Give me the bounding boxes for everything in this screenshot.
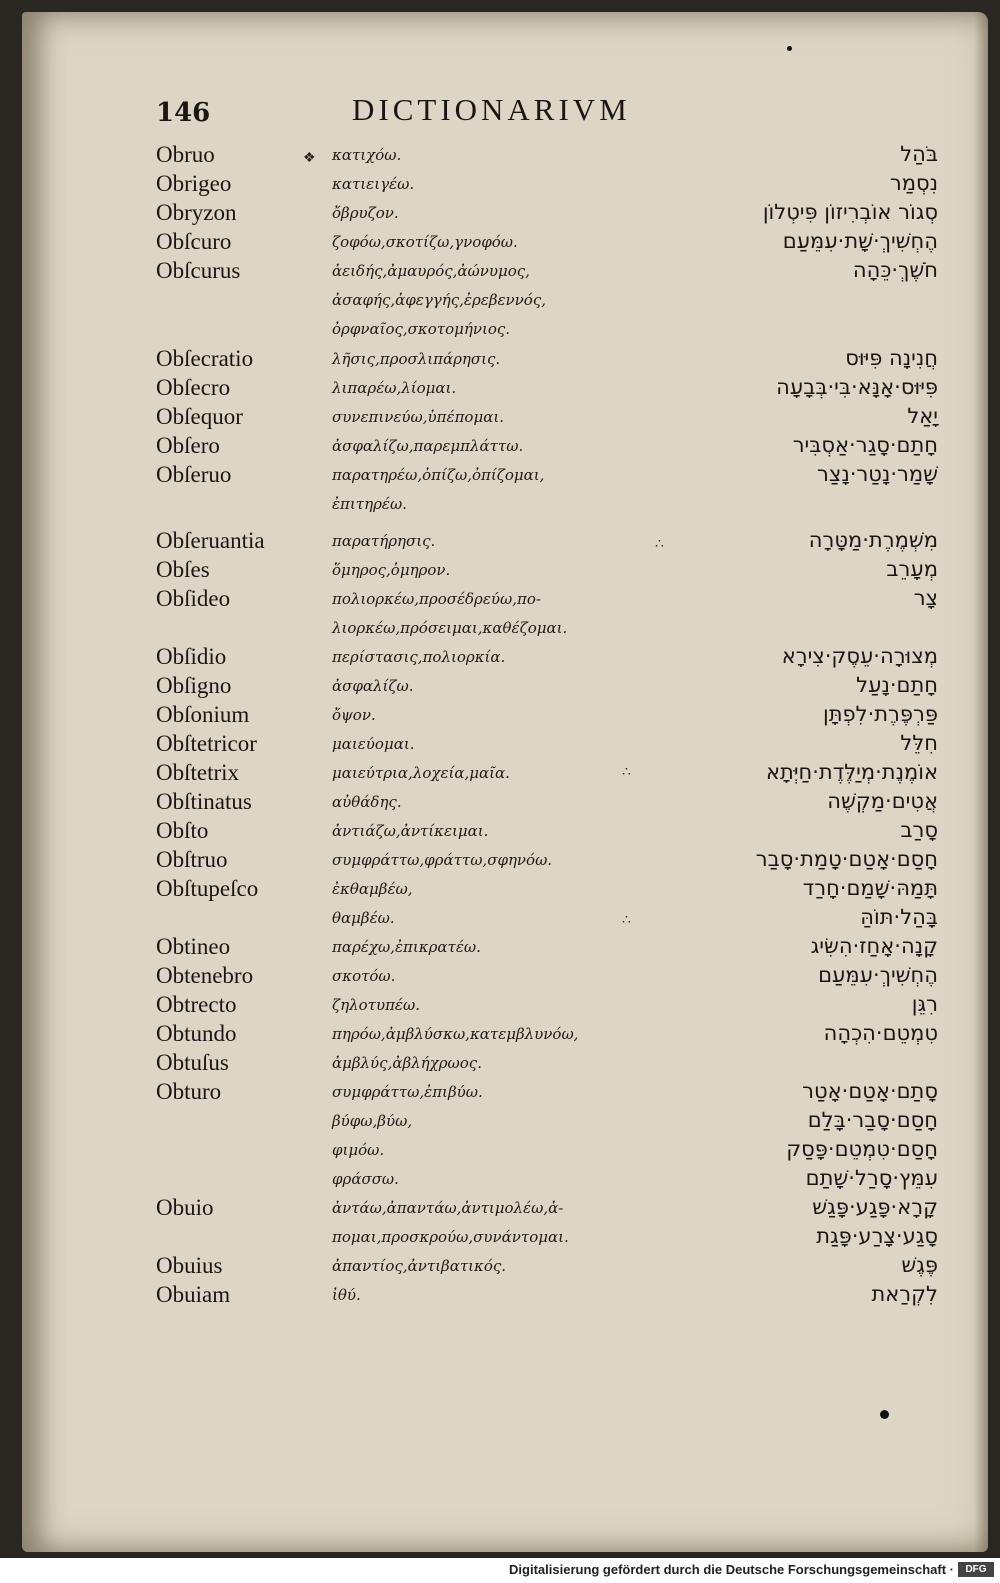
hebrew-gloss: חִלֵּל bbox=[900, 731, 938, 755]
hebrew-gloss: עִמֵּץ·סָרַל·שָׁתַם bbox=[805, 1166, 938, 1190]
list-item bbox=[0, 1021, 1000, 1049]
digitization-footer bbox=[0, 1558, 1000, 1583]
latin-headword: Obtrecto bbox=[156, 992, 237, 1017]
latin-headword: Obſecro bbox=[156, 375, 231, 400]
list-item bbox=[0, 316, 1000, 344]
list-item bbox=[0, 557, 1000, 585]
latin-headword: Obtenebro bbox=[156, 963, 254, 988]
hebrew-gloss: צָר bbox=[913, 586, 938, 610]
list-item bbox=[0, 615, 1000, 643]
greek-gloss: συμφράττω,ἐπιβύω. bbox=[332, 1083, 483, 1101]
hebrew-gloss: חָסַם·טִמְטֵם·פָּסַק bbox=[786, 1137, 938, 1161]
page-header bbox=[0, 92, 1000, 132]
list-item bbox=[0, 1282, 1000, 1310]
greek-gloss: θαμβέω. bbox=[332, 909, 395, 927]
hebrew-gloss: מִשְׁמֶרֶת·מַטָּרָה bbox=[808, 528, 938, 552]
greek-gloss: πομαι,προσκρούω,συνάντομαι. bbox=[332, 1228, 569, 1246]
greek-gloss: λῆσις,προσλιπάρησις. bbox=[332, 350, 501, 368]
hebrew-gloss: פֶּגֶשׁ bbox=[901, 1253, 938, 1277]
latin-headword: Obſeruantia bbox=[156, 528, 265, 553]
greek-gloss: κατιχόω. bbox=[332, 146, 402, 164]
latin-headword: Obſtruo bbox=[156, 847, 228, 872]
hebrew-gloss: נִסְמַר bbox=[889, 171, 938, 195]
latin-headword: Obſcurus bbox=[156, 258, 241, 283]
list-item bbox=[0, 200, 1000, 228]
list-item bbox=[0, 171, 1000, 199]
list-item bbox=[0, 1224, 1000, 1252]
latin-headword: Obſecratio bbox=[156, 346, 254, 371]
list-item bbox=[0, 404, 1000, 432]
list-item bbox=[0, 1079, 1000, 1107]
latin-headword: Obtineo bbox=[156, 934, 231, 959]
latin-headword: Obſeruo bbox=[156, 462, 232, 487]
latin-headword: Obuiam bbox=[156, 1282, 231, 1307]
list-item bbox=[0, 644, 1000, 672]
latin-headword: Obuius bbox=[156, 1253, 223, 1278]
greek-gloss: βύφω,βύω, bbox=[332, 1112, 413, 1130]
hebrew-gloss: מְעָרֵב bbox=[886, 557, 938, 581]
list-item bbox=[0, 702, 1000, 730]
latin-headword: Obſidio bbox=[156, 644, 227, 669]
hebrew-gloss: סָתַם·אָטַם·אָטַר bbox=[802, 1079, 938, 1103]
ornament-mark: ❖ bbox=[303, 150, 316, 166]
list-item bbox=[0, 1253, 1000, 1281]
hebrew-gloss: סָרַב bbox=[900, 818, 938, 842]
hebrew-gloss: סָגַע·צָרַע·פָּגַת bbox=[816, 1224, 938, 1248]
hebrew-gloss: בֹּהַל bbox=[900, 142, 938, 166]
ink-dot bbox=[880, 1410, 889, 1419]
latin-headword: Obtundo bbox=[156, 1021, 237, 1046]
latin-headword: Obſigno bbox=[156, 673, 232, 698]
list-item bbox=[0, 433, 1000, 461]
greek-gloss: ζηλοτυπέω. bbox=[332, 996, 420, 1014]
greek-gloss: ἰθύ. bbox=[332, 1286, 361, 1304]
running-title: DICTIONARIVM bbox=[352, 92, 631, 127]
greek-gloss: ἐπιτηρέω. bbox=[332, 495, 407, 513]
greek-gloss: φιμόω. bbox=[332, 1141, 385, 1159]
latin-headword: Obſequor bbox=[156, 404, 243, 429]
latin-headword: Obſideo bbox=[156, 586, 231, 611]
hebrew-gloss: חָתַם·נָעַל bbox=[856, 673, 938, 697]
greek-gloss: ὅμηρος,ὁμηρον. bbox=[332, 561, 451, 579]
latin-headword: Obtuſus bbox=[156, 1050, 229, 1075]
latin-headword: Obrigeo bbox=[156, 171, 232, 196]
list-item bbox=[0, 905, 1000, 933]
hebrew-gloss: לִקְרַאת bbox=[871, 1282, 938, 1306]
greek-gloss: ὄβρυζον. bbox=[332, 204, 399, 222]
list-item bbox=[0, 789, 1000, 817]
hebrew-gloss: חָסַם·סָבַר·בָּלַם bbox=[807, 1108, 938, 1132]
latin-headword: Obryzon bbox=[156, 200, 237, 225]
greek-gloss: ἀντιάζω,ἀντίκειμαι. bbox=[332, 822, 489, 840]
latin-headword: Obuio bbox=[156, 1195, 214, 1220]
list-item bbox=[0, 528, 1000, 556]
hebrew-gloss: קָנָה·אָחַז·הִשִּׂיג bbox=[810, 934, 938, 958]
greek-gloss: συνεπινεύω,ὑπέπομαι. bbox=[332, 408, 504, 426]
list-item bbox=[0, 876, 1000, 904]
ornament-mark: ∴ bbox=[622, 912, 631, 928]
greek-gloss: ὀρφναῖος,σκοτομήνιος. bbox=[332, 320, 511, 338]
ink-dot bbox=[787, 46, 792, 51]
list-item bbox=[0, 229, 1000, 257]
greek-gloss: λιπαρέω,λίομαι. bbox=[332, 379, 457, 397]
list-item bbox=[0, 586, 1000, 614]
list-item bbox=[0, 934, 1000, 962]
greek-gloss: ζοφόω,σκοτίζω,γνοφόω. bbox=[332, 233, 518, 251]
latin-headword: Obſcuro bbox=[156, 229, 232, 254]
greek-gloss: παρατήρησις. bbox=[332, 532, 436, 550]
list-item bbox=[0, 1195, 1000, 1223]
ornament-mark: ∴ bbox=[622, 764, 631, 780]
hebrew-gloss: אוֹמֶנֶת·מְיַלֶּדֶת·חַיְּתָא bbox=[766, 760, 938, 784]
list-item bbox=[0, 287, 1000, 315]
latin-headword: Obſtetricor bbox=[156, 731, 257, 756]
latin-headword: Obſtinatus bbox=[156, 789, 252, 814]
greek-gloss: παρέχω,ἐπικρατέω. bbox=[332, 938, 481, 956]
hebrew-gloss: חֲנִינָה פִּיּוּס bbox=[845, 346, 938, 370]
list-item bbox=[0, 375, 1000, 403]
latin-headword: Obſtetrix bbox=[156, 760, 240, 785]
latin-headword: Obruo bbox=[156, 142, 215, 167]
hebrew-gloss: טִמְטֵם·הִכְהָה bbox=[823, 1021, 938, 1045]
greek-gloss: συμφράττω,φράττω,σφηνόω. bbox=[332, 851, 553, 869]
list-item bbox=[0, 731, 1000, 759]
dfg-logo-icon: DFG bbox=[958, 1562, 994, 1577]
greek-gloss: ἀειδής,ἀμαυρός,ἀώνυμος, bbox=[332, 262, 530, 280]
hebrew-gloss: חֹשֶׁךְ·כֵּהָה bbox=[852, 258, 938, 282]
greek-gloss: λιορκέω,πρόσειμαι,καθέζομαι. bbox=[332, 619, 568, 637]
list-item bbox=[0, 1137, 1000, 1165]
greek-gloss: παρατηρέω,ὀπίζω,ὀπίζομαι, bbox=[332, 466, 545, 484]
hebrew-gloss: פַּרְפֶּרֶת·לִפְתָּן bbox=[823, 702, 938, 726]
list-item bbox=[0, 142, 1000, 170]
hebrew-gloss: הֶחְשִׁיךְ·שָׁת·עִמֵּעַם bbox=[782, 229, 938, 253]
latin-headword: Obſero bbox=[156, 433, 220, 458]
list-item bbox=[0, 491, 1000, 519]
list-item bbox=[0, 847, 1000, 875]
hebrew-gloss: סְגוֹר אוֹבְרִיזוֹן פִּיטְלוֹן bbox=[762, 200, 938, 224]
greek-gloss: σκοτόω. bbox=[332, 967, 396, 985]
list-item bbox=[0, 258, 1000, 286]
hebrew-gloss: תָּמַהּ·שָׁמַם·חָרַד bbox=[802, 876, 938, 900]
greek-gloss: ὄψον. bbox=[332, 706, 376, 724]
greek-gloss: πολιορκέω,προσέδρεύω,πο- bbox=[332, 590, 541, 608]
greek-gloss: ἀμβλύς,ἀβλήχρωος. bbox=[332, 1054, 482, 1072]
list-item bbox=[0, 673, 1000, 701]
list-item bbox=[0, 462, 1000, 490]
hebrew-gloss: שָׁמַר·נָטַר·נָצַר bbox=[817, 462, 938, 486]
list-item bbox=[0, 992, 1000, 1020]
greek-gloss: ἀπαντίος,ἀντιβατικός. bbox=[332, 1257, 507, 1275]
greek-gloss: ἀσαφής,ἀφεγγής,ἐρεβεννός, bbox=[332, 291, 546, 309]
hebrew-gloss: מְצוּרָה·עֵסֶק·צִירָא bbox=[781, 644, 938, 668]
page-number: 146 bbox=[156, 98, 211, 128]
greek-gloss: ἀσφαλίζω,παρεμπλάττω. bbox=[332, 437, 524, 455]
list-item bbox=[0, 1108, 1000, 1136]
hebrew-gloss: חָסַם·אָטַם·טָמַת·סָבַר bbox=[755, 847, 938, 871]
latin-headword: Obſes bbox=[156, 557, 210, 582]
hebrew-gloss: אֲטִים·מַקְשֶׁה bbox=[827, 789, 938, 813]
list-item bbox=[0, 760, 1000, 788]
hebrew-gloss: רִגֵּן bbox=[911, 992, 938, 1016]
greek-gloss: ἐκθαμβέω, bbox=[332, 880, 413, 898]
list-item bbox=[0, 963, 1000, 991]
latin-headword: Obſtupeſco bbox=[156, 876, 259, 901]
greek-gloss: περίστασις,πολιορκία. bbox=[332, 648, 506, 666]
hebrew-gloss: הֶחְשִׁיךְ·עִמֵּעַם bbox=[818, 963, 938, 987]
hebrew-gloss: יָאַל bbox=[907, 404, 938, 428]
latin-headword: Obſto bbox=[156, 818, 209, 843]
list-item bbox=[0, 1166, 1000, 1194]
greek-gloss: κατιειγέω. bbox=[332, 175, 415, 193]
latin-headword: Obſonium bbox=[156, 702, 250, 727]
greek-gloss: ἀσφαλίζω. bbox=[332, 677, 414, 695]
greek-gloss: αὐθάδης. bbox=[332, 793, 402, 811]
list-item bbox=[0, 346, 1000, 374]
greek-gloss: πηρόω,ἀμβλύσκω,κατεμβλυνόω, bbox=[332, 1025, 579, 1043]
ornament-mark: ∴ bbox=[655, 536, 664, 552]
greek-gloss: μαιεύτρια,λοχεία,μαῖα. bbox=[332, 764, 510, 782]
greek-gloss: φράσσω. bbox=[332, 1170, 399, 1188]
hebrew-gloss: חָתַם·סָגַר·אַסְבִּיר bbox=[792, 433, 938, 457]
greek-gloss: μαιεύομαι. bbox=[332, 735, 415, 753]
hebrew-gloss: קָרָא·פָּגַע·פָּגַשׁ bbox=[812, 1195, 938, 1219]
list-item bbox=[0, 1050, 1000, 1078]
hebrew-gloss: בָּהַל·תּוֹהַּ bbox=[860, 905, 938, 929]
latin-headword: Obturo bbox=[156, 1079, 222, 1104]
hebrew-gloss: פִּיּוּס·אָנָּא·בִּי·בְּבָעָה bbox=[776, 375, 938, 399]
list-item bbox=[0, 818, 1000, 846]
footer-credit: Digitalisierung gefördert durch die Deutsche Forschungsgemeinschaft · bbox=[509, 1562, 954, 1577]
greek-gloss: ἀντάω,ἀπαντάω,ἀντιμολέω,ἀ- bbox=[332, 1199, 564, 1217]
